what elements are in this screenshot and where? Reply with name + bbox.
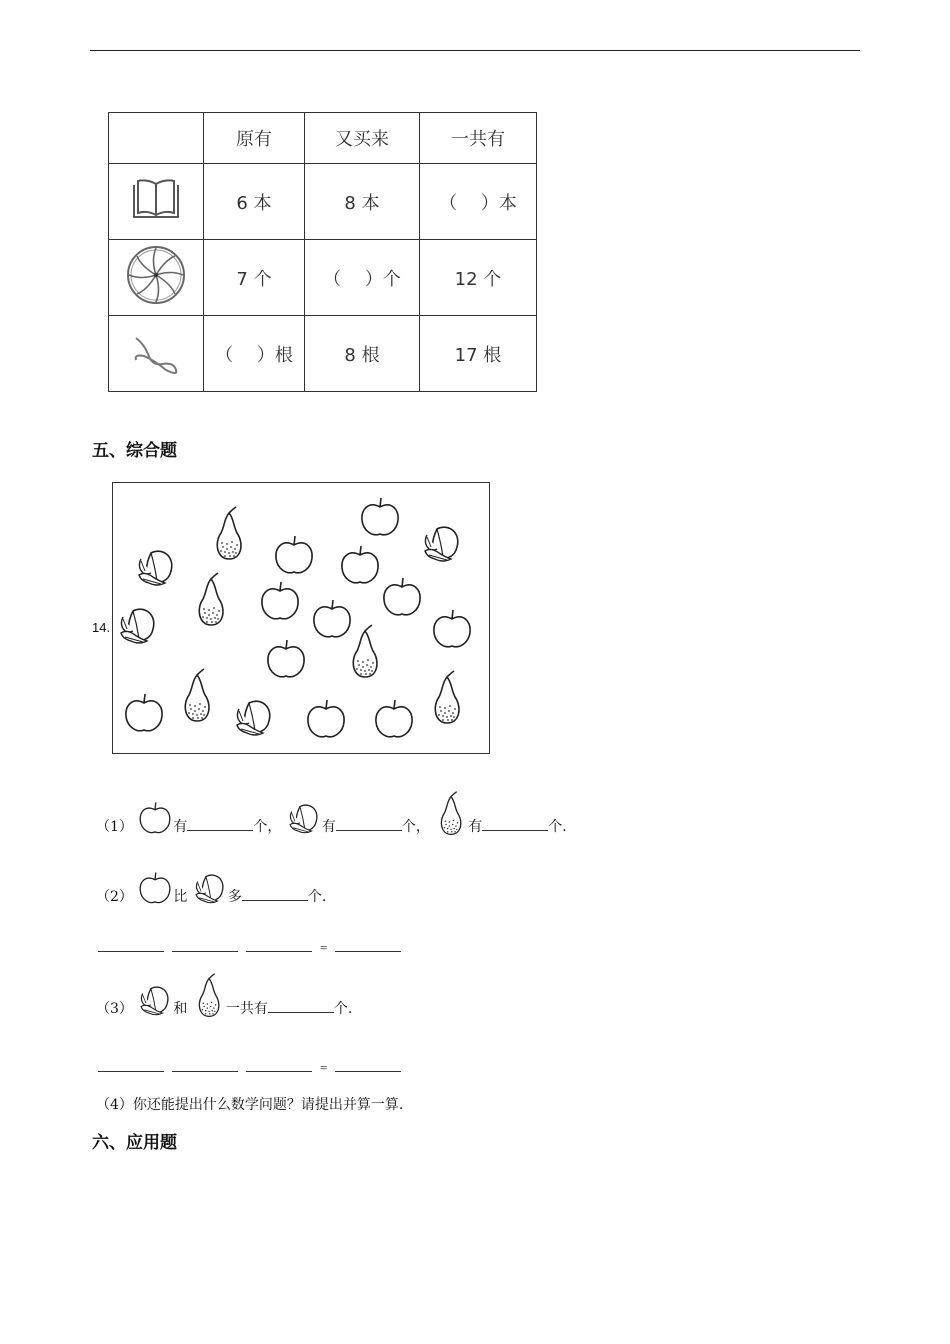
question-3 [96, 972, 352, 1018]
equals-sign: = [320, 940, 328, 955]
equation-blank[interactable] [335, 941, 401, 952]
equation-blank[interactable] [335, 1061, 401, 1072]
cell-pinwheels-bought: （ ）个 [305, 240, 420, 316]
string-icon [126, 326, 186, 376]
cell-strings-original: （ ）根 [204, 316, 305, 392]
peach-icon [286, 800, 322, 836]
table-row [109, 240, 537, 316]
peach-icon [121, 609, 154, 643]
equation-row-2 [98, 1060, 409, 1076]
header-bought-more: 又买来 [305, 113, 420, 164]
q2-prefix: （2） [96, 889, 133, 905]
cell-books-original: 6 本 [204, 164, 305, 240]
q3-total-blank[interactable] [268, 998, 334, 1013]
peach-icon [425, 527, 458, 561]
cell-books-total: （ ）本 [420, 164, 537, 240]
q2-text-1: 比 [173, 889, 188, 905]
section-title-comprehensive: 五、综合题 [92, 441, 177, 461]
equation-blank[interactable] [98, 1061, 164, 1072]
q3-prefix: （3） [96, 1001, 133, 1017]
equation-row-1 [98, 940, 409, 956]
equation-blank[interactable] [98, 941, 164, 952]
table-corner-cell [109, 113, 204, 164]
pear-icon [217, 507, 241, 559]
q1-text-2: 个， [253, 819, 282, 835]
section-title-application: 六、应用题 [92, 1133, 177, 1153]
pear-icon [192, 972, 226, 1018]
cell-strings-bought: 8 根 [305, 316, 420, 392]
table-row [109, 316, 537, 392]
peach-icon [192, 870, 228, 906]
equation-blank[interactable] [172, 1061, 238, 1072]
row-icon-cell [109, 316, 204, 392]
apple-icon [362, 498, 398, 535]
q1-peach-count-blank[interactable] [336, 816, 402, 831]
pear-icon [199, 573, 223, 625]
cell-strings-total: 17 根 [420, 316, 537, 392]
q1-text-4: 个， [401, 819, 430, 835]
header-total: 一共有 [420, 113, 537, 164]
apple-icon [137, 800, 173, 836]
q1-text-5: 有 [468, 819, 483, 835]
book-icon [130, 177, 182, 221]
fruit-picture [112, 482, 490, 754]
question-2 [96, 870, 326, 906]
table-row [109, 164, 537, 240]
question-4: （4）你还能提出什么数学问题？请提出并算一算. [96, 1097, 404, 1113]
peach-icon [137, 982, 173, 1018]
apple-icon [262, 582, 298, 619]
q2-text-3: 个. [307, 889, 327, 905]
row-icon-cell [109, 164, 204, 240]
question-number: 14. [92, 620, 111, 635]
equals-sign: = [320, 1060, 328, 1075]
row-icon-cell [109, 240, 204, 316]
apple-icon [314, 600, 350, 637]
header-rule [90, 50, 860, 51]
peach-icon [237, 701, 270, 735]
apple-icon [276, 536, 312, 573]
pear-icon [185, 669, 209, 721]
apple-icon [342, 546, 378, 583]
cell-pinwheels-total: 12 个 [420, 240, 537, 316]
q1-pear-count-blank[interactable] [482, 816, 548, 831]
q1-text-3: 有 [321, 819, 336, 835]
cell-books-bought: 8 本 [305, 164, 420, 240]
cell-pinwheels-original: 7 个 [204, 240, 305, 316]
q1-text-1: 有 [173, 819, 188, 835]
header-original: 原有 [204, 113, 305, 164]
q3-text-2: 一共有 [225, 1001, 268, 1017]
apple-icon [137, 870, 173, 906]
apple-icon [126, 694, 162, 731]
equation-blank[interactable] [246, 1061, 312, 1072]
equation-blank[interactable] [172, 941, 238, 952]
apple-icon [384, 578, 420, 615]
inventory-table [108, 112, 537, 392]
q1-text-6: 个. [548, 819, 567, 835]
q3-text-3: 个. [333, 1001, 353, 1017]
q2-text-2: 多 [227, 889, 242, 905]
q2-difference-blank[interactable] [242, 886, 308, 901]
pear-icon [353, 625, 377, 677]
q1-prefix: （1） [96, 819, 133, 835]
table-header-row [109, 113, 537, 164]
apple-icon [376, 700, 412, 737]
question-1 [96, 790, 567, 836]
peach-icon [139, 551, 172, 585]
apple-icon [268, 640, 304, 677]
apple-icon [308, 700, 344, 737]
pinwheel-icon [125, 244, 187, 306]
q3-text-1: 和 [173, 1001, 188, 1017]
apple-icon [434, 610, 470, 647]
pear-icon [434, 790, 468, 836]
pear-icon [435, 671, 459, 723]
q1-apple-count-blank[interactable] [187, 816, 253, 831]
equation-blank[interactable] [246, 941, 312, 952]
